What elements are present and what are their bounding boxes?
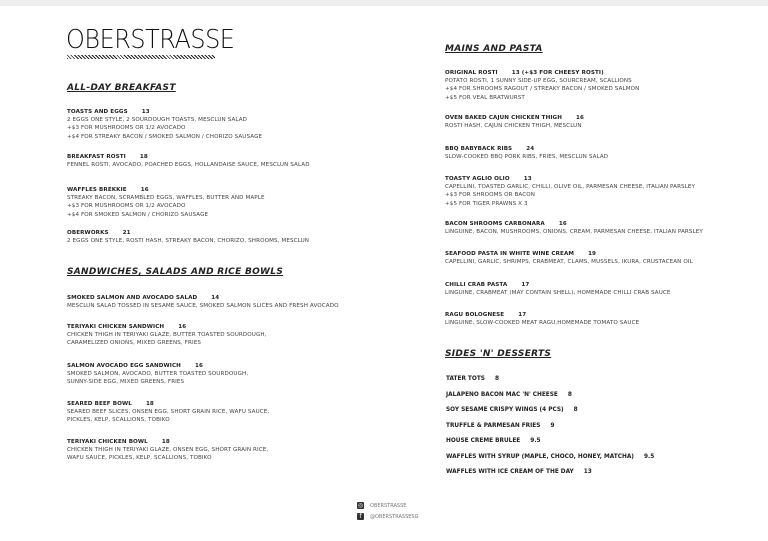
restaurant-logo: OBERSTRASSE (66, 25, 235, 55)
item-description: CHICKEN THIGH IN TERIYAKI GLAZE, BUTTER TOASTED SOURDOUGH, (67, 332, 267, 339)
item-name: ORIGINAL ROSTI (445, 70, 498, 76)
menu-item (445, 145, 608, 161)
item-description: POTATO ROSTI, 1 SUNNY SIDE-UP EGG, SOURCREAM, SCALLIONS (445, 78, 632, 85)
menu-item (67, 153, 310, 169)
menu-item (67, 362, 248, 387)
item-name: SEARED BEEF BOWL (67, 401, 132, 407)
section-heading: ALL-DAY BREAKFAST (67, 83, 176, 93)
item-name: WAFFLES BREKKIE (67, 187, 127, 193)
item-name: SALMON AVOCADO EGG SANDWICH (67, 363, 181, 369)
menu-item (445, 250, 693, 266)
item-name: OVEN BAKED CAJUN CHICKEN THIGH (445, 115, 563, 121)
item-description: +$4 FOR STREAKY BACON / SMOKED SALMON / CHORIZO SAUSAGE (67, 133, 263, 140)
side-item (446, 407, 578, 413)
side-item (446, 423, 554, 429)
menu-item (445, 281, 671, 297)
item-description: SEARED BEEF SLICES, ONSEN EGG, SHORT GRAIN RICE, WAFU SAUCE, (67, 409, 270, 416)
menu-item (67, 186, 265, 219)
facebook-icon: f (357, 513, 364, 520)
item-price: 16 (194, 363, 203, 369)
item-price: 13 (141, 109, 150, 115)
facebook-text: @OBERSTRASSESG (370, 513, 419, 520)
item-price: 19 (588, 251, 597, 257)
item-price: 14 (211, 295, 220, 301)
item-description: CAPELLINI, TOASTED GARLIC, CHILLI, OLIVE OIL, PARMESAN CHEESE, ITALIAN PARSLEY (445, 184, 696, 191)
item-description: LINGUINE, SLOW-COOKED MEAT RAGU,HOMEMADE TOMATO SAUCE (445, 320, 640, 327)
side-item (446, 454, 654, 460)
item-price: 18 (145, 401, 154, 407)
item-description: SUNNY-SIDE EGG, MIXED GREENS, FRIES (67, 379, 185, 386)
item-name: SOY SESAME CRISPY WINGS (4 PCS) (446, 407, 564, 413)
menu-item (67, 294, 339, 310)
item-name: JALAPENO BACON MAC 'N' CHEESE (446, 392, 558, 398)
item-description: CARAMELIZED ONIONS, MIXED GREENS, FRIES (67, 340, 201, 347)
item-name: SMOKED SALMON AND AVOCADO SALAD (67, 295, 198, 301)
section-heading: SIDES 'N' DESSERTS (445, 349, 552, 359)
item-description: ROSTI HASH, CAJUN CHICKEN THIGH, MESCLUN (445, 123, 582, 130)
item-name: TOASTY AGLIO OLIO (445, 176, 510, 182)
menu-item (67, 323, 267, 348)
item-description: LINGUINE, CRABMEAT (MAY CONTAIN SHELL), HOMEMADE CHILLI CRAB SAUCE (445, 290, 671, 297)
item-price: 21 (122, 230, 131, 236)
item-price: 24 (526, 146, 535, 152)
item-price: 18 (139, 154, 148, 160)
item-description: +$5 FOR VEAL BRATWURST (445, 94, 525, 101)
item-description: MESCLUN SALAD TOSSED IN SESAME SAUCE, SMOKED SALMON SLICES AND FRESH AVOCADO (67, 303, 339, 310)
menu-item (445, 69, 639, 102)
menu-item (445, 220, 703, 236)
item-description: +$4 FOR SHROOMS RAGOUT / STREAKY BACON / SMOKED SALMON (445, 86, 640, 93)
item-description: WAFU SAUCE, PICKLES, KELP, SCALLIONS, TOBIKO (67, 455, 212, 462)
item-name: BBQ BABYBACK RIBS (445, 146, 513, 152)
section-heading: SANDWICHES, SALADS AND RICE BOWLS (67, 267, 284, 277)
item-name: TATER TOTS (446, 376, 485, 382)
item-name: TERIYAKI CHICKEN SANDWICH (67, 324, 165, 330)
item-description: STREAKY BACON, SCRAMBLED EGGS, WAFFLES, BUTTER AND MAPLE (67, 195, 265, 202)
item-name: WAFFLES WITH SYRUP (MAPLE, CHOCO, HONEY, MATCHA) (446, 454, 634, 460)
item-description: +$5 FOR TIGER PRAWNS X 3 (445, 200, 528, 207)
item-name: TRUFFLE & PARMESAN FRIES (446, 423, 541, 429)
menu-item (67, 400, 269, 425)
side-item (446, 469, 592, 475)
item-description: SLOW-COOKED BBQ PORK RIBS, FRIES, MESCLUN SALAD (445, 154, 609, 161)
item-name: TOASTS AND EGGS (67, 109, 128, 115)
item-price: 8 (567, 392, 572, 398)
viewer-top-bar (0, 0, 768, 6)
item-description: 2 EGGS ONE STYLE, 2 SOURDOUGH TOASTS, MESCLUN SALAD (67, 117, 248, 124)
instagram-text: OBERSTRASSE (370, 502, 407, 509)
menu-item (445, 311, 639, 327)
facebook-handle (357, 513, 418, 520)
item-price: 9 (550, 423, 555, 429)
menu-item (67, 229, 309, 245)
item-name: RAGU BOLOGNESE (445, 312, 505, 318)
menu-item (445, 175, 695, 208)
item-description: 2 EGGS ONE STYLE, ROSTI HASH, STREAKY BACON, CHORIZO, SHROOMS, MESCLUN (67, 238, 310, 245)
item-price: 9.5 (643, 454, 655, 460)
item-description: +$4 FOR SMOKED SALMON / CHORIZO SAUSAGE (67, 211, 209, 218)
item-price: 16 (576, 115, 585, 121)
item-price: 8 (573, 407, 578, 413)
item-name: HOUSE CREME BRULEE (446, 438, 521, 444)
item-name: OBERWORKS (67, 230, 109, 236)
item-price: 13 (523, 176, 532, 182)
item-price: 9.5 (530, 438, 541, 444)
item-price: 16 (558, 221, 567, 227)
item-price: 16 (140, 187, 149, 193)
item-name: SEAFOOD PASTA IN WHITE WINE CREAM (445, 251, 575, 257)
item-description: +$3 FOR SHROOMS OR BACON (445, 192, 535, 199)
item-description: +$3 FOR MUSHROOMS OR 1/2 AVOCADO (67, 203, 186, 210)
menu-item (445, 114, 584, 130)
item-description: SMOKED SALMON, AVOCADO, BUTTER TOASTED SOURDOUGH, (67, 371, 249, 378)
menu-item (67, 108, 262, 141)
instagram-handle (357, 502, 406, 509)
item-description: CHICKEN THIGH IN TERIYAKI GLAZE, ONSEN EGG, SHORT GRAIN RICE, (67, 447, 269, 454)
item-name: TERIYAKI CHICKEN BOWL (67, 439, 148, 445)
item-name: BACON SHROOMS CARBONARA (445, 221, 545, 227)
item-price: 16 (178, 324, 187, 330)
item-name: BREAKFAST ROSTI (67, 154, 126, 160)
item-name: WAFFLES WITH ICE CREAM OF THE DAY (446, 469, 574, 475)
item-price: 17 (521, 282, 530, 288)
item-description: CAPELLINI, GARLIC, SHRIMPS, CRABMEAT, CLAMS, MUSSELS, IKURA, CRUSTACEAN OIL (445, 259, 693, 266)
instagram-icon: ◎ (357, 502, 364, 509)
item-price: 18 (161, 439, 170, 445)
item-description: FENNEL ROSTI, AVOCADO, POACHED EGGS, HOLLANDAISE SAUCE, MESCLUN SALAD (67, 162, 310, 169)
item-price: 13 (583, 469, 592, 475)
side-item (446, 392, 572, 398)
side-item (446, 376, 499, 382)
logo-hatch-divider (67, 55, 215, 59)
item-description: LINGUINE, BACON, MUSHROOMS, ONIONS, CREAM, PARMESAN CHEESE, ITALIAN PARSLEY (445, 229, 703, 236)
item-price: 13 (+$3 FOR CHEESY ROSTI) (511, 70, 604, 76)
item-price: 8 (494, 376, 499, 382)
section-heading: MAINS AND PASTA (445, 44, 543, 54)
item-price: 17 (518, 312, 527, 318)
side-item (446, 438, 541, 444)
item-description: PICKLES, KELP, SCALLIONS, TOBIKO (67, 417, 170, 424)
menu-item (67, 438, 268, 463)
item-name: CHILLI CRAB PASTA (445, 282, 508, 288)
item-description: +$3 FOR MUSHROOMS OR 1/2 AVOCADO (67, 125, 186, 132)
